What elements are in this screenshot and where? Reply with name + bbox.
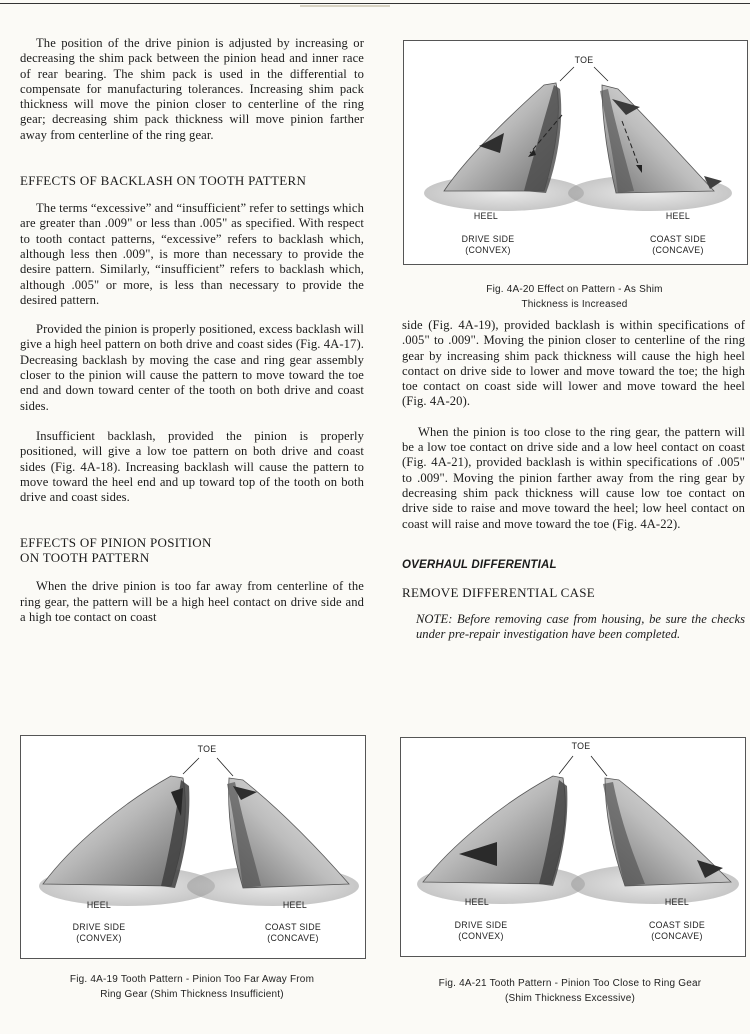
heading-backlash: EFFECTS OF BACKLASH ON TOOTH PATTERN [20, 173, 307, 189]
coast-side-label [627, 920, 727, 942]
drive-side-label [49, 922, 149, 944]
heel-label-right: HEEL [664, 897, 690, 907]
figure-4a-20 [403, 40, 748, 265]
figure-4a-21 [400, 737, 746, 957]
top-rule [0, 3, 750, 4]
caption-fig19-line1: Fig. 4A-19 Tooth Pattern - Pinion Too Far Away From [69, 974, 315, 985]
caption-fig-4a-21 [394, 976, 746, 1006]
drive-side-text: DRIVE SIDE [72, 922, 126, 932]
heel-label-left: HEEL [464, 897, 490, 907]
drive-side-sub: (CONVEX) [76, 933, 122, 943]
coast-side-sub: (CONCAVE) [267, 933, 319, 943]
drive-side-sub: (CONVEX) [458, 931, 504, 941]
drive-side-text: DRIVE SIDE [461, 234, 515, 244]
caption-fig-4a-20 [403, 282, 746, 312]
paragraph-shim-pack: The position of the drive pinion is adjusted by increasing or decreasing the shim pack between the pinion head and inner race of rear bearing. The shim pack is used in the differential to compensate for manufacturing tolerances. Increasing shim pack thickness will move the pinion closer to centerline of the ring gear; decreasing shim pack thickness will move pinion farther away from centerline of the ring gear. [20, 36, 364, 142]
drive-side-sub: (CONVEX) [465, 245, 511, 255]
note-pre-repair: NOTE: Before removing case from housing, be sure the checks under pre-repair investigation have been completed. [416, 611, 745, 641]
toe-label: TOE [574, 55, 594, 65]
coast-side-text: COAST SIDE [264, 922, 322, 932]
toe-label: TOE [571, 741, 591, 751]
heel-label-left: HEEL [473, 211, 499, 221]
caption-fig21-line2: (Shim Thickness Excessive) [504, 993, 636, 1004]
coast-side-text: COAST SIDE [649, 234, 707, 244]
heading-pinion-line1: EFFECTS OF PINION POSITION [20, 535, 212, 551]
paragraph-insufficient-backlash: Insufficient backlash, provided the pinion is properly positioned, will give a low toe pattern on both drive and coast sides (Fig. 4A-18). Increasing backlash will cause the pattern to move toward the heel end and up toward top of the tooth on both drive and coast sides. [20, 428, 364, 505]
heading-pinion-line2: ON TOOTH PATTERN [20, 550, 150, 566]
drive-side-label [438, 234, 538, 256]
paragraph-pinion-far: When the drive pinion is too far away from centerline of the ring gear, the pattern will be a high heel contact on drive side and a high toe contact on coast [20, 579, 364, 625]
paragraph-terms: The terms “excessive” and “insufficient” refer to settings which are greater than .009" or less than .005" as specified. With respect to tooth contact patterns, “excessive” refers to backlash which, although less then .009", is more than necessary to provide the desire pattern. Similarly, “insufficient” refers to backlash which, although .005" or more, is less than necessary to provide the desired pattern. [20, 201, 364, 307]
figure-4a-19 [20, 735, 366, 959]
drive-side-label [431, 920, 531, 942]
coast-side-label [243, 922, 343, 944]
heel-label-right: HEEL [282, 900, 308, 910]
coast-side-label [628, 234, 728, 256]
right-column [402, 318, 745, 642]
page-header-smudge [300, 5, 390, 7]
heading-pinion-position [20, 535, 364, 565]
caption-fig20-line1: Fig. 4A-20 Effect on Pattern - As Shim [486, 284, 663, 295]
paragraph-excess-backlash: Provided the pinion is properly positioned, excess backlash will give a high heel pattern on both drive and coast sides (Fig. 4A-17). Decreasing backlash by moving the case and ring gear assembly closer to the pinion will cause the pattern to move toward the toe end and down toward center of the tooth on both drive and coast sides. [20, 322, 364, 413]
caption-fig21-line1: Fig. 4A-21 Tooth Pattern - Pinion Too Close to Ring Gear [438, 978, 702, 989]
heading-remove-case: REMOVE DIFFERENTIAL CASE [402, 584, 596, 600]
coast-side-sub: (CONCAVE) [652, 245, 704, 255]
caption-fig-4a-19 [20, 972, 364, 1002]
left-column [20, 36, 364, 625]
drive-side-text: DRIVE SIDE [454, 920, 508, 930]
caption-fig20-line2: Thickness is Increased [521, 299, 628, 310]
heel-label-right: HEEL [665, 211, 691, 221]
heading-overhaul: OVERHAUL DIFFERENTIAL [402, 558, 557, 571]
heel-label-left: HEEL [86, 900, 112, 910]
caption-fig19-line2: Ring Gear (Shim Thickness Insufficient) [100, 989, 284, 1000]
coast-side-sub: (CONCAVE) [651, 931, 703, 941]
paragraph-fig19-cont: side (Fig. 4A-19), provided backlash is within specifications of .005" to .009". Moving the pinion closer to centerline of the ring gear by increasing shim pack thickness will cause the high heel contact on drive side to lower and move toward the toe; the high toe contact on coast side will lower and move toward the heel (Fig. 4A-20). [402, 318, 745, 409]
paragraph-pinion-close: When the pinion is too close to the ring gear, the pattern will be a low toe contact on drive side and a low heel contact on coast (Fig. 4A-21), provided backlash is within specifications of .005" to .009". Moving the pinion farther away from the ring gear by decreasing shim pack thickness will cause low toe contact on drive side to raise and move toward the heel; low heel contact on coast will raise and move toward the toe (Fig. 4A-22). [402, 424, 745, 531]
toe-label: TOE [197, 744, 217, 754]
coast-side-text: COAST SIDE [648, 920, 706, 930]
gear-tooth-illustration [404, 41, 747, 264]
